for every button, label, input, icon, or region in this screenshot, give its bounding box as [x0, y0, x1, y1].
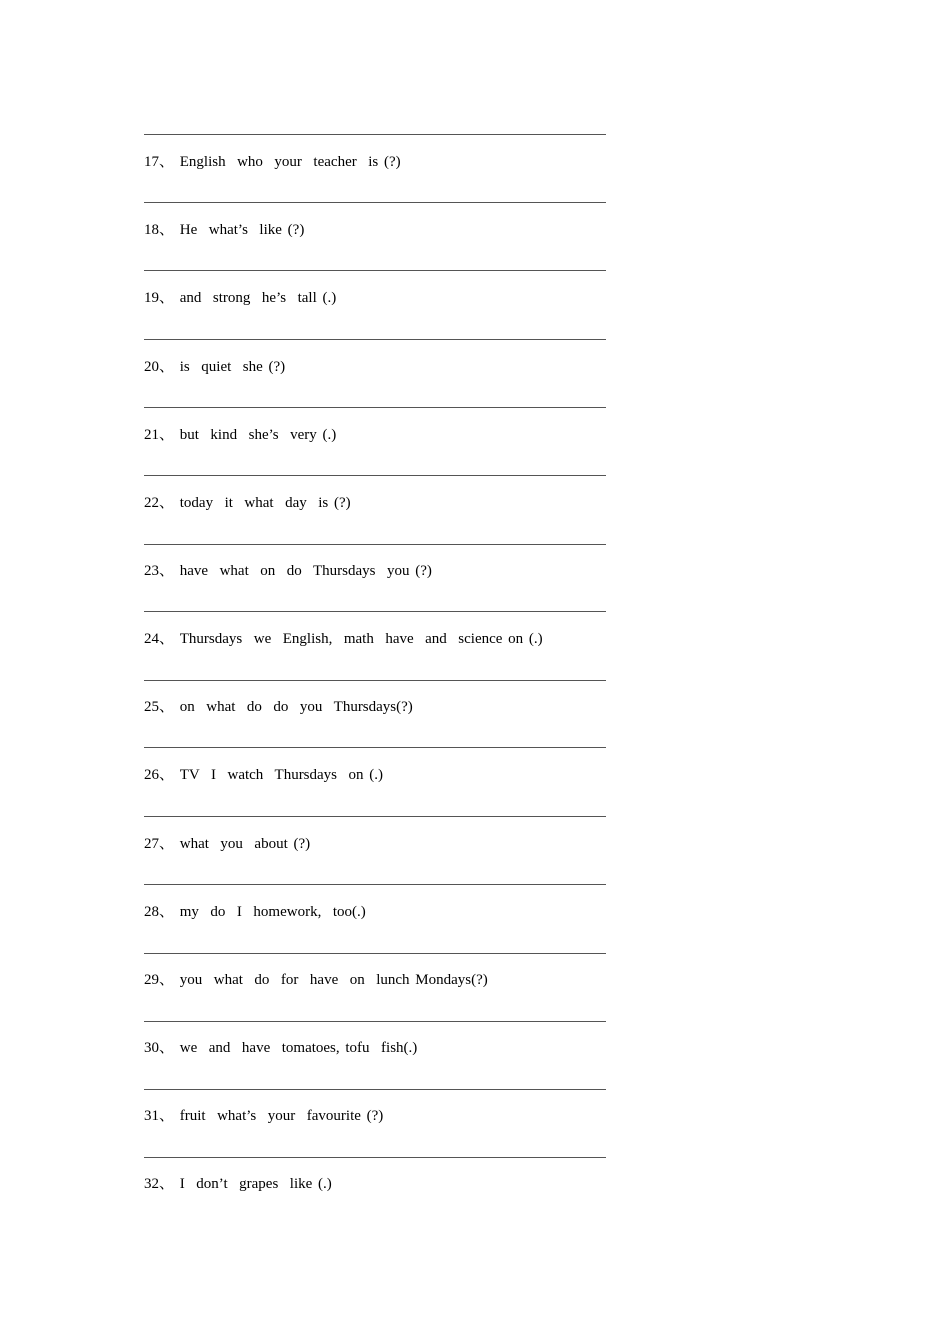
- question-number: 29、: [144, 972, 175, 988]
- question-number: 30、: [144, 1040, 175, 1056]
- question-number: 32、: [144, 1176, 175, 1192]
- question-number: 22、: [144, 495, 175, 511]
- answer-line: [144, 1157, 606, 1158]
- answer-line: [144, 816, 606, 817]
- question-number: 17、: [144, 154, 175, 170]
- question-23: [144, 562, 432, 580]
- question-number: 27、: [144, 836, 175, 852]
- question-number: 20、: [144, 359, 175, 375]
- question-number: 19、: [144, 290, 175, 306]
- answer-line: [144, 611, 606, 612]
- answer-line: [144, 747, 606, 748]
- question-text: have what on do Thursdays you (?): [179, 563, 432, 579]
- question-text: is quiet she (?): [179, 359, 286, 375]
- answer-line: [144, 884, 606, 885]
- question-26: [144, 766, 383, 784]
- question-text: Thursdays we English, math have and science on (.): [179, 631, 543, 647]
- answer-line: [144, 339, 606, 340]
- answer-line: [144, 475, 606, 476]
- question-text: what you about (?): [179, 836, 311, 852]
- question-text: but kind she’s very (.): [179, 427, 337, 443]
- question-number: 28、: [144, 904, 175, 920]
- question-31: [144, 1107, 383, 1125]
- question-number: 24、: [144, 631, 175, 647]
- answer-line: [144, 202, 606, 203]
- question-22: [144, 494, 351, 512]
- answer-line: [144, 270, 606, 271]
- question-text: fruit what’s your favourite (?): [179, 1108, 384, 1124]
- question-text: we and have tomatoes, tofu fish(.): [179, 1040, 418, 1056]
- question-27: [144, 835, 310, 853]
- answer-line: [144, 1089, 606, 1090]
- question-text: English who your teacher is (?): [179, 154, 401, 170]
- question-29: [144, 971, 488, 989]
- question-number: 25、: [144, 699, 175, 715]
- question-17: [144, 153, 401, 171]
- question-28: [144, 903, 366, 921]
- question-19: [144, 289, 336, 307]
- answer-line: [144, 680, 606, 681]
- answer-line: [144, 134, 606, 135]
- question-32: [144, 1175, 332, 1193]
- answer-line: [144, 953, 606, 954]
- question-number: 18、: [144, 222, 175, 238]
- question-20: [144, 358, 285, 376]
- answer-line: [144, 1021, 606, 1022]
- question-30: [144, 1039, 417, 1057]
- answer-line: [144, 544, 606, 545]
- question-text: you what do for have on lunch Mondays(?): [179, 972, 488, 988]
- question-text: on what do do you Thursdays(?): [179, 699, 413, 715]
- question-18: [144, 221, 304, 239]
- question-text: and strong he’s tall (.): [179, 290, 337, 306]
- question-number: 31、: [144, 1108, 175, 1124]
- question-text: my do I homework, too(.): [179, 904, 366, 920]
- question-21: [144, 426, 336, 444]
- question-24: [144, 630, 543, 648]
- question-text: He what’s like (?): [179, 222, 305, 238]
- question-25: [144, 698, 413, 716]
- question-text: TV I watch Thursdays on (.): [179, 767, 384, 783]
- question-number: 26、: [144, 767, 175, 783]
- question-number: 23、: [144, 563, 175, 579]
- answer-line: [144, 407, 606, 408]
- question-text: today it what day is (?): [179, 495, 351, 511]
- question-number: 21、: [144, 427, 175, 443]
- question-text: I don’t grapes like (.): [179, 1176, 332, 1192]
